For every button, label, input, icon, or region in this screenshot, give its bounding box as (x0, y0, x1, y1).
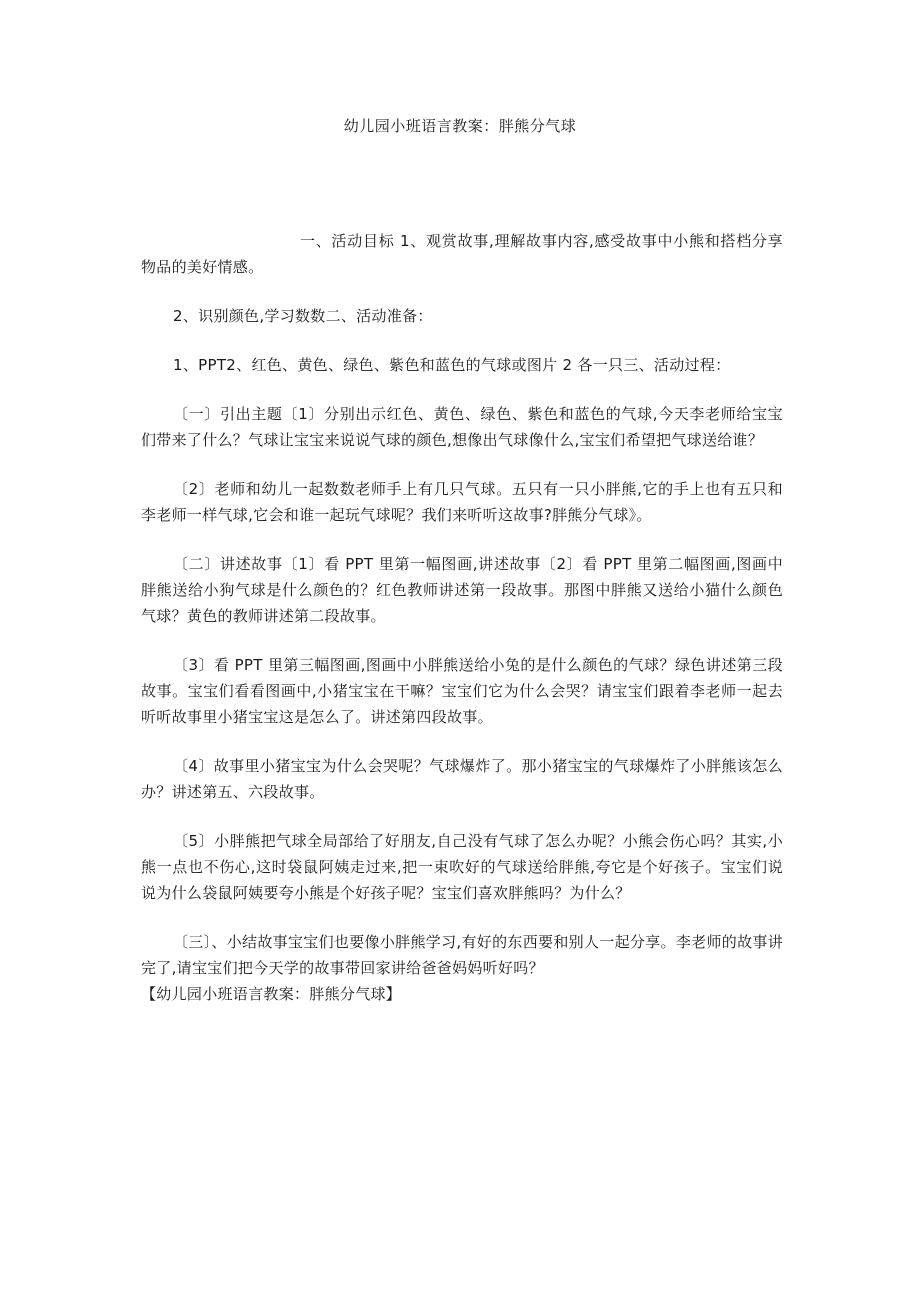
paragraph-third-picture: 〔3〕看 PPT 里第三幅图画,图画中小胖熊送给小兔的是什么颜色的气球？绿色讲述第三段故事。宝宝们看看图画中,小猪宝宝在干嘛？宝宝们它为什么会哭？请宝宝们跟着李老师一起去听听故事里小猪宝宝这是怎么了。讲述第四段故事。 (141, 656, 783, 726)
paragraph-materials: 1、PPT2、红色、黄色、绿色、紫色和蓝色的气球或图片 2 各一只三、活动过程： (173, 356, 731, 374)
document-title: 幼儿园小班语言教案：胖熊分气球 (343, 117, 577, 135)
document-body (141, 228, 783, 1007)
paragraph-good-child: 〔5〕小胖熊把气球全局部给了好朋友,自己没有气球了怎么办呢？小熊会伤心吗？其实,小熊一点也不伤心,这时袋鼠阿姨走过来,把一束吹好的气球送给胖熊,夸它是个好孩子。宝宝们说说为什么袋鼠阿姨要夸小熊是个好孩子呢？宝宝们喜欢胖熊吗？为什么？ (141, 832, 783, 902)
paragraph-count-balloons: 〔2〕老师和幼儿一起数数老师手上有几只气球。五只有一只小胖熊,它的手上也有五只和李老师一样气球,它会和谁一起玩气球呢？我们来听听这故事?胖熊分气球》。 (141, 480, 783, 524)
paragraph-activity-goals: 一、活动目标 1、观赏故事,理解故事内容,感受故事中小熊和搭档分享物品的美好情感。 (141, 232, 783, 276)
paragraph-summary: 〔三〕、小结故事宝宝们也要像小胖熊学习,有好的东西要和别人一起分享。李老师的故事讲完了,请宝宝们把今天学的故事带回家讲给爸爸妈妈听好吗？ (141, 933, 783, 977)
paragraph-balloon-burst: 〔4〕故事里小猪宝宝为什么会哭呢？气球爆炸了。那小猪宝宝的气球爆炸了小胖熊该怎么办？讲述第五、六段故事。 (141, 757, 783, 801)
paragraph-tell-story: 〔二〕讲述故事〔1〕看 PPT 里第一幅图画,讲述故事〔2〕看 PPT 里第二幅图画,图画中胖熊送给小狗气球是什么颜色的？红色教师讲述第一段故事。那图中胖熊又送给小猫什么颜色气球？黄色的教师讲述第二段故事。 (141, 555, 783, 625)
paragraph-colors-counting: 2、识别颜色,学习数数二、活动准备： (173, 307, 433, 325)
paragraph-introduce-theme: 〔一〕引出主题〔1〕分别出示红色、黄色、绿色、紫色和蓝色的气球,今天李老师给宝宝们带来了什么？气球让宝宝来说说气球的颜色,想像出气球像什么,宝宝们希望把气球送给谁？ (141, 405, 783, 449)
document-footer-title: 【幼儿园小班语言教案：胖熊分气球】 (141, 985, 402, 1003)
